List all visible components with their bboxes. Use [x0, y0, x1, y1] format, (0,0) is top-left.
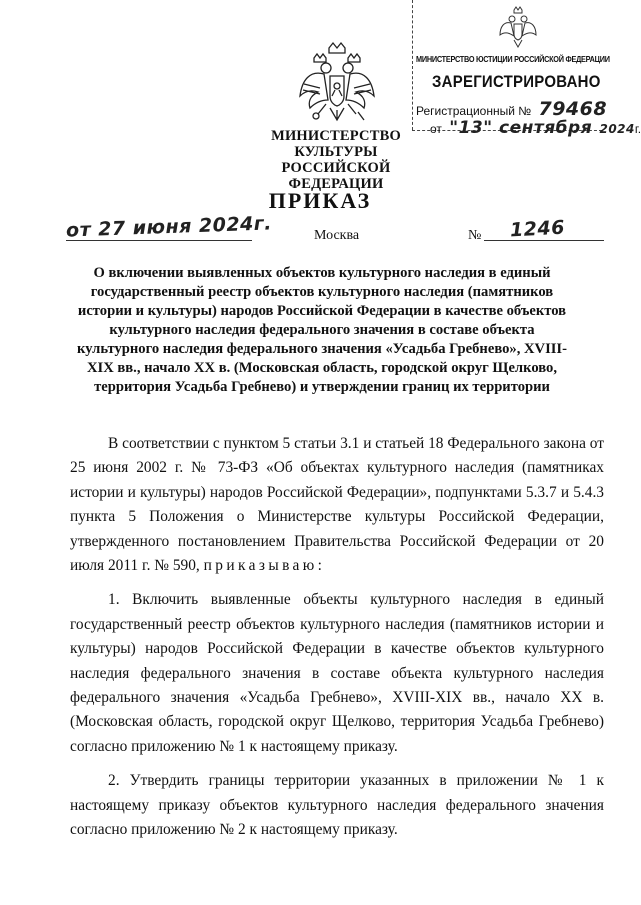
stamp-year-value: 2024: [599, 122, 635, 136]
order-date-handwritten: от 27 июня 2024г.: [65, 212, 273, 242]
ministry-line1: МИНИСТЕРСТВО КУЛЬТУРЫ: [271, 128, 401, 160]
order-city: Москва: [314, 228, 360, 243]
stamp-reg-number-value: 79468: [538, 98, 608, 120]
order-item-1: 1. Включить выявленные объекты культурного наследия в единый государственный реестр объектов культурного наследия (памятников истории и культуры) народов Российской Федерации в качестве объектов культурного наследия федерального значения в составе объекта культурного наследия федерального значения «Усадьба Гребнево», XVIII-XIX вв., начало XX в. (Московская область, городской округ Щелково, территория Усадьба Гребнево) согласно приложению № 1 к настоящему приказу.: [70, 591, 604, 755]
document-title: ПРИКАЗ: [268, 188, 372, 213]
order-number-label: №: [468, 228, 482, 243]
registration-stamp: [412, 0, 641, 150]
stamp-year-suffix: г.: [634, 122, 641, 136]
order-date-underline: [66, 240, 252, 241]
stamp-date-label: от: [430, 122, 442, 136]
stamp-registered-label: ЗАРЕГИСТРИРОВАНО: [432, 72, 601, 91]
order-word: приказываю:: [203, 557, 326, 575]
order-subject: О включении выявленных объектов культурного наследия в единый государственный реестр объектов культурного наследия (памятников истории и культуры) народов Российской Федерации в качестве объектов культурного наследия федерального значения в составе объекта культурного наследия федерального значения «Усадьба Гребнево», XVIII-XIX вв., начало XX в. (Московская область, городской округ Щелково, территория Усадьба Гребнево) и утверждении границ их территории: [77, 265, 567, 395]
stamp-reg-number-label: Регистрационный №: [416, 104, 532, 118]
stamp-registration-date: [430, 118, 641, 138]
ministry-heading: [236, 128, 436, 192]
ministry-line2: РОССИЙСКОЙ ФЕДЕРАЦИИ: [281, 160, 391, 192]
stamp-coat-of-arms-icon: [498, 6, 538, 50]
order-body: [70, 432, 604, 853]
order-preamble: [70, 432, 604, 578]
order-preamble-text: В соответствии с пунктом 5 статьи 3.1 и статьей 18 Федерального закона от 25 июня 2002 г. № 73-ФЗ «Об объектах культурного наследия (памятниках истории и культуры) народов Российской Федерации», подпунктами 5.3.7 и 5.4.3 пункта 5 Положения о Министерстве культуры Российской Федерации, утвержденного постановлением Правительства Российской Федерации от 20 июля 2011 г. № 590,: [70, 435, 605, 575]
stamp-border-left: [412, 0, 414, 130]
stamp-date-value: "13" сентября: [449, 118, 593, 138]
order-number-handwritten: 1246: [509, 216, 566, 242]
order-number-underline: [484, 240, 604, 241]
stamp-registration-number: [416, 98, 626, 120]
order-item-2: 2. Утвердить границы территории указанных в приложении № 1 к настоящему приказу объектов культурного наследия федерального значения согласно приложению № 2 к настоящему приказу.: [70, 772, 604, 839]
coat-of-arms-icon: [296, 40, 378, 128]
stamp-ministry-name: МИНИСТЕРСТВО ЮСТИЦИИ РОССИЙСКОЙ ФЕДЕРАЦИИ: [416, 54, 610, 64]
